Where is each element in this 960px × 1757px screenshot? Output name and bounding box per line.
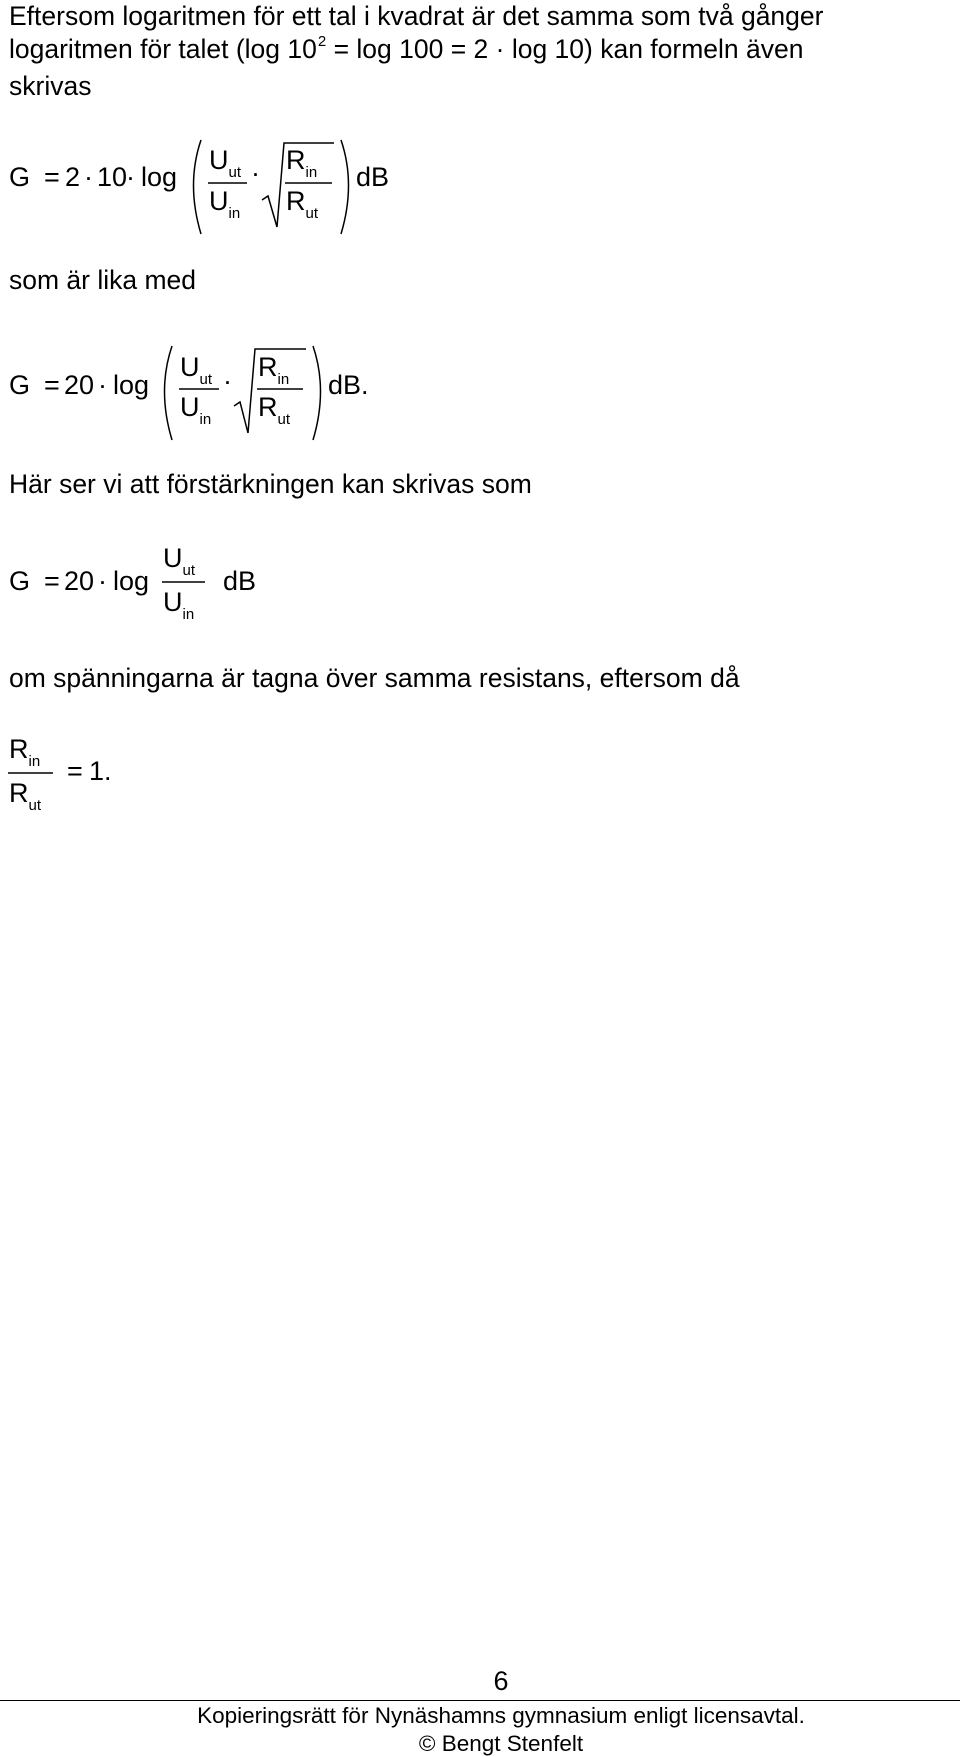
fraction-numerator: $R_{in}$	[258, 352, 290, 388]
radical-sign	[262, 143, 334, 227]
radical-sign	[234, 349, 306, 433]
left-paren	[165, 346, 173, 440]
paragraph-equivalent: som är lika med	[9, 265, 197, 295]
eq-unit: dB	[223, 566, 257, 596]
text-fragment: logaritmen för talet (log 10	[9, 34, 317, 64]
text-line: skrivas	[9, 71, 92, 101]
fraction-denominator: $R_{ut}$	[9, 778, 42, 814]
fraction-numerator: $R_{in}$	[9, 734, 41, 770]
right-paren	[313, 346, 321, 440]
eq-log: log	[113, 566, 150, 596]
right-paren	[341, 140, 349, 234]
eq-log: log	[113, 370, 150, 400]
eq-equals: =	[44, 162, 60, 192]
eq-dot: ·	[251, 158, 260, 188]
footer-divider	[0, 1700, 960, 1701]
eq-coefficient: 10	[97, 162, 128, 192]
eq-dot: ·	[84, 162, 93, 192]
eq-equals: =	[44, 566, 60, 596]
eq-dot: ·	[98, 370, 107, 400]
eq-lhs: G	[9, 370, 31, 400]
footer-author: © Bengt Stenfelt	[418, 1731, 584, 1756]
fraction-denominator: $U_{in}$	[163, 587, 195, 623]
eq-equals: =	[44, 370, 60, 400]
fraction-denominator: $U_{in}$	[180, 392, 212, 428]
fraction-denominator: $R_{ut}$	[258, 392, 291, 428]
eq-unit: dB	[356, 162, 390, 192]
eq-log: log	[141, 162, 178, 192]
page-number: 6	[493, 1666, 509, 1696]
eq-unit: dB.	[328, 370, 369, 400]
eq-coefficient: 20	[64, 370, 95, 400]
eq-coefficient: 2	[65, 162, 81, 192]
left-paren	[194, 140, 202, 234]
eq-dot: ·	[223, 366, 232, 396]
eq-lhs: G	[9, 566, 31, 596]
eq-dot: ·	[126, 162, 135, 192]
fraction-denominator: $R_{ut}$	[286, 186, 319, 222]
text-fragment: = log 100 = 2 · log 10) kan formeln även	[326, 34, 804, 64]
paragraph-gain-statement: Här ser vi att förstärkningen kan skrivas som	[9, 469, 532, 499]
footer-copyright: Kopieringsrätt för Nynäshamns gymnasium enligt licensavtal.	[197, 1703, 805, 1728]
paragraph-same-resistance: om spänningarna är tagna över samma resistans, eftersom då	[9, 663, 740, 693]
fraction-numerator: $U_{ut}$	[209, 145, 242, 181]
eq-dot: ·	[98, 566, 107, 596]
eq-equals: =	[67, 756, 83, 786]
eq-lhs: G	[9, 162, 31, 192]
fraction-denominator: $U_{in}$	[209, 186, 241, 222]
fraction-numerator: $U_{ut}$	[163, 543, 196, 579]
eq-coefficient: 20	[64, 566, 95, 596]
eq-rhs: 1.	[89, 756, 112, 786]
superscript-exponent: 2	[317, 33, 327, 50]
text-line: Eftersom logaritmen för ett tal i kvadrat är det samma som två gånger	[9, 1, 824, 31]
fraction-numerator: $U_{ut}$	[180, 352, 213, 388]
fraction-numerator: $R_{in}$	[286, 145, 318, 181]
